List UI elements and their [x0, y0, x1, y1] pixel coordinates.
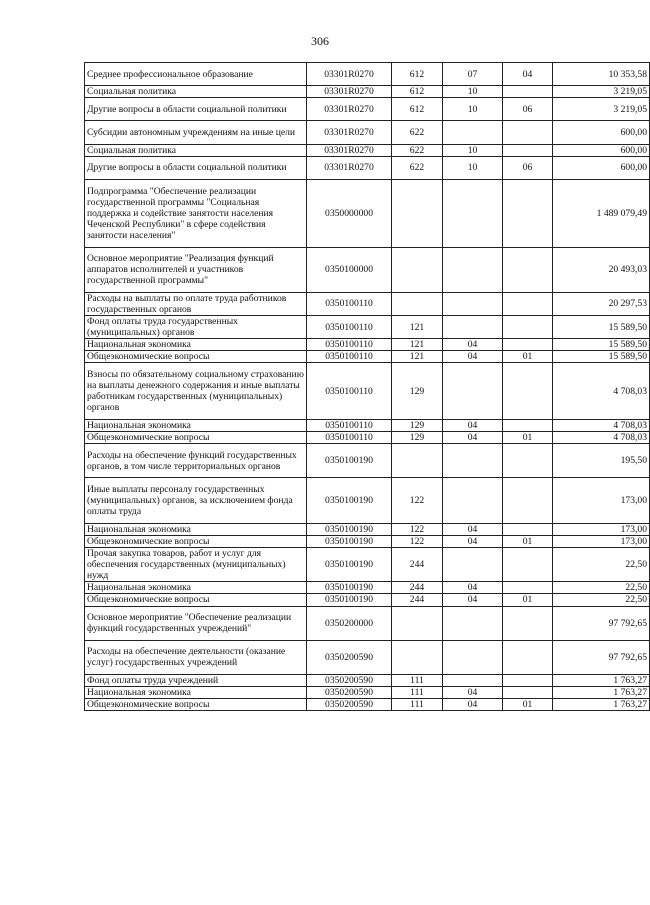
row-expense-type-cell: 111	[392, 699, 443, 711]
row-code-cell: 0350100190	[307, 594, 392, 606]
table-row	[85, 548, 650, 582]
row-name-cell: Среднее профессиональное образование	[85, 63, 307, 86]
table-row	[85, 339, 650, 351]
row-amount-cell: 173,00	[553, 523, 650, 535]
table-row	[85, 419, 650, 431]
row-expense-type-cell	[392, 444, 443, 478]
row-section-cell	[443, 292, 503, 315]
row-subsection-cell	[503, 687, 553, 699]
row-section-cell	[443, 675, 503, 687]
row-subsection-cell	[503, 247, 553, 292]
row-subsection-cell	[503, 523, 553, 535]
row-code-cell: 0350100110	[307, 432, 392, 444]
row-expense-type-cell: 244	[392, 594, 443, 606]
row-name-cell: Основное мероприятие "Реализация функций аппаратов исполнителей и участников государственной программы"	[85, 247, 307, 292]
row-section-cell: 04	[443, 582, 503, 594]
table-row	[85, 316, 650, 339]
row-expense-type-cell: 612	[392, 98, 443, 121]
row-subsection-cell	[503, 363, 553, 420]
row-name-cell: Общеэкономические вопросы	[85, 432, 307, 444]
row-section-cell: 04	[443, 523, 503, 535]
row-amount-cell: 4 708,03	[553, 363, 650, 420]
row-name-cell: Основное мероприятие "Обеспечение реализации функций государственных учреждений"	[85, 606, 307, 640]
row-amount-cell: 600,00	[553, 144, 650, 156]
row-code-cell: 0350000000	[307, 179, 392, 247]
row-expense-type-cell	[392, 640, 443, 674]
row-section-cell: 10	[443, 98, 503, 121]
table-row	[85, 179, 650, 247]
row-subsection-cell	[503, 86, 553, 98]
row-amount-cell: 22,50	[553, 594, 650, 606]
row-section-cell: 04	[443, 687, 503, 699]
row-expense-type-cell: 129	[392, 363, 443, 420]
row-code-cell: 0350100190	[307, 478, 392, 523]
row-expense-type-cell	[392, 292, 443, 315]
row-subsection-cell: 01	[503, 351, 553, 363]
row-section-cell: 10	[443, 86, 503, 98]
row-subsection-cell	[503, 292, 553, 315]
row-name-cell: Расходы на выплаты по оплате труда работников государственных органов	[85, 292, 307, 315]
row-name-cell: Подпрограмма "Обеспечение реализации государственной программы "Социальная поддержка и содействие занятости населения Чеченской Республики" в сфере содействия занятости населения"	[85, 179, 307, 247]
row-amount-cell: 173,00	[553, 535, 650, 547]
row-name-cell: Национальная экономика	[85, 523, 307, 535]
row-subsection-cell: 04	[503, 63, 553, 86]
row-subsection-cell: 06	[503, 98, 553, 121]
row-subsection-cell	[503, 419, 553, 431]
row-subsection-cell: 01	[503, 432, 553, 444]
budget-table	[84, 62, 650, 711]
row-name-cell: Общеэкономические вопросы	[85, 535, 307, 547]
row-code-cell: 0350100190	[307, 582, 392, 594]
row-code-cell: 0350200590	[307, 699, 392, 711]
row-amount-cell: 173,00	[553, 478, 650, 523]
row-code-cell: 03301R0270	[307, 86, 392, 98]
row-amount-cell: 15 589,50	[553, 339, 650, 351]
row-expense-type-cell: 244	[392, 548, 443, 582]
row-amount-cell: 4 708,03	[553, 419, 650, 431]
row-subsection-cell	[503, 444, 553, 478]
table-row	[85, 351, 650, 363]
row-amount-cell: 97 792,65	[553, 640, 650, 674]
row-amount-cell: 15 589,50	[553, 316, 650, 339]
row-name-cell: Другие вопросы в области социальной политики	[85, 156, 307, 179]
row-subsection-cell	[503, 606, 553, 640]
page-number: 306	[311, 34, 329, 48]
row-section-cell: 04	[443, 594, 503, 606]
row-name-cell: Национальная экономика	[85, 419, 307, 431]
row-subsection-cell	[503, 548, 553, 582]
row-expense-type-cell: 622	[392, 156, 443, 179]
row-amount-cell: 22,50	[553, 582, 650, 594]
row-expense-type-cell: 111	[392, 675, 443, 687]
table-row	[85, 63, 650, 86]
row-expense-type-cell: 244	[392, 582, 443, 594]
table-row	[85, 363, 650, 420]
row-name-cell: Субсидии автономным учреждениям на иные цели	[85, 121, 307, 144]
row-section-cell	[443, 121, 503, 144]
row-subsection-cell	[503, 478, 553, 523]
row-expense-type-cell: 129	[392, 419, 443, 431]
row-section-cell: 04	[443, 351, 503, 363]
table-row	[85, 156, 650, 179]
table-row	[85, 292, 650, 315]
row-name-cell: Иные выплаты персоналу государственных (муниципальных) органов, за исключением фонда оплаты труда	[85, 478, 307, 523]
row-code-cell: 0350100110	[307, 339, 392, 351]
row-code-cell: 03301R0270	[307, 121, 392, 144]
table-row	[85, 144, 650, 156]
row-expense-type-cell: 121	[392, 316, 443, 339]
row-code-cell: 0350100190	[307, 444, 392, 478]
row-code-cell: 0350100110	[307, 292, 392, 315]
row-section-cell	[443, 640, 503, 674]
row-name-cell: Социальная политика	[85, 144, 307, 156]
row-expense-type-cell: 122	[392, 478, 443, 523]
row-section-cell	[443, 316, 503, 339]
table-row	[85, 687, 650, 699]
row-amount-cell: 1 489 079,49	[553, 179, 650, 247]
table-row	[85, 98, 650, 121]
row-subsection-cell	[503, 179, 553, 247]
row-name-cell: Общеэкономические вопросы	[85, 699, 307, 711]
row-name-cell: Национальная экономика	[85, 582, 307, 594]
row-subsection-cell	[503, 582, 553, 594]
row-amount-cell: 22,50	[553, 548, 650, 582]
row-code-cell: 0350100190	[307, 523, 392, 535]
row-code-cell: 0350200000	[307, 606, 392, 640]
row-expense-type-cell: 121	[392, 339, 443, 351]
table-row	[85, 121, 650, 144]
row-name-cell: Фонд оплаты труда государственных (муниципальных) органов	[85, 316, 307, 339]
row-name-cell: Национальная экономика	[85, 687, 307, 699]
row-expense-type-cell: 111	[392, 687, 443, 699]
row-amount-cell: 1 763,27	[553, 675, 650, 687]
row-code-cell: 03301R0270	[307, 98, 392, 121]
row-subsection-cell: 01	[503, 535, 553, 547]
row-subsection-cell	[503, 144, 553, 156]
row-code-cell: 03301R0270	[307, 63, 392, 86]
row-amount-cell: 3 219,05	[553, 98, 650, 121]
row-subsection-cell	[503, 339, 553, 351]
row-name-cell: Прочая закупка товаров, работ и услуг для обеспечения государственных (муниципальных) нужд	[85, 548, 307, 582]
row-code-cell: 03301R0270	[307, 156, 392, 179]
row-subsection-cell	[503, 640, 553, 674]
row-amount-cell: 3 219,05	[553, 86, 650, 98]
row-name-cell: Общеэкономические вопросы	[85, 351, 307, 363]
row-section-cell: 04	[443, 339, 503, 351]
row-amount-cell: 97 792,65	[553, 606, 650, 640]
row-amount-cell: 1 763,27	[553, 687, 650, 699]
row-expense-type-cell: 122	[392, 523, 443, 535]
table-row	[85, 640, 650, 674]
row-section-cell	[443, 363, 503, 420]
row-section-cell	[443, 548, 503, 582]
row-subsection-cell: 06	[503, 156, 553, 179]
row-name-cell: Взносы по обязательному социальному страхованию на выплаты денежного содержания и иные выплаты работникам государственных (муниципальных) органов	[85, 363, 307, 420]
row-code-cell: 0350100000	[307, 247, 392, 292]
row-code-cell: 0350100190	[307, 535, 392, 547]
table-row	[85, 535, 650, 547]
table-row	[85, 606, 650, 640]
row-expense-type-cell: 622	[392, 121, 443, 144]
row-expense-type-cell: 121	[392, 351, 443, 363]
row-code-cell: 0350100110	[307, 351, 392, 363]
row-subsection-cell: 01	[503, 594, 553, 606]
row-name-cell: Расходы на обеспечение деятельности (оказание услуг) государственных учреждений	[85, 640, 307, 674]
row-expense-type-cell: 622	[392, 144, 443, 156]
row-amount-cell: 195,50	[553, 444, 650, 478]
row-name-cell: Расходы на обеспечение функций государственных органов, в том числе территориальных органов	[85, 444, 307, 478]
row-subsection-cell	[503, 121, 553, 144]
row-section-cell: 04	[443, 535, 503, 547]
row-amount-cell: 600,00	[553, 156, 650, 179]
table-row	[85, 594, 650, 606]
row-section-cell: 07	[443, 63, 503, 86]
row-amount-cell: 15 589,50	[553, 351, 650, 363]
table-row	[85, 444, 650, 478]
row-section-cell	[443, 179, 503, 247]
row-expense-type-cell	[392, 247, 443, 292]
row-amount-cell: 4 708,03	[553, 432, 650, 444]
row-expense-type-cell: 612	[392, 86, 443, 98]
row-subsection-cell	[503, 316, 553, 339]
table-row	[85, 699, 650, 711]
row-code-cell: 0350100110	[307, 363, 392, 420]
row-name-cell: Социальная политика	[85, 86, 307, 98]
budget-table-body	[85, 63, 650, 711]
table-row	[85, 86, 650, 98]
row-section-cell	[443, 606, 503, 640]
table-row	[85, 523, 650, 535]
row-name-cell: Национальная экономика	[85, 339, 307, 351]
row-section-cell	[443, 444, 503, 478]
row-amount-cell: 1 763,27	[553, 699, 650, 711]
row-code-cell: 0350100110	[307, 419, 392, 431]
row-code-cell: 03301R0270	[307, 144, 392, 156]
row-code-cell: 0350200590	[307, 687, 392, 699]
table-row	[85, 478, 650, 523]
row-section-cell: 04	[443, 699, 503, 711]
table-row	[85, 582, 650, 594]
row-amount-cell: 600,00	[553, 121, 650, 144]
row-expense-type-cell: 612	[392, 63, 443, 86]
row-code-cell: 0350100190	[307, 548, 392, 582]
row-expense-type-cell	[392, 179, 443, 247]
row-section-cell: 04	[443, 432, 503, 444]
table-row	[85, 432, 650, 444]
row-name-cell: Другие вопросы в области социальной политики	[85, 98, 307, 121]
row-expense-type-cell	[392, 606, 443, 640]
row-subsection-cell	[503, 675, 553, 687]
row-code-cell: 0350200590	[307, 640, 392, 674]
row-section-cell: 04	[443, 419, 503, 431]
table-row	[85, 247, 650, 292]
row-section-cell: 10	[443, 144, 503, 156]
row-section-cell: 10	[443, 156, 503, 179]
table-row	[85, 675, 650, 687]
row-amount-cell: 20 297,53	[553, 292, 650, 315]
row-code-cell: 0350100110	[307, 316, 392, 339]
row-subsection-cell: 01	[503, 699, 553, 711]
row-section-cell	[443, 247, 503, 292]
row-code-cell: 0350200590	[307, 675, 392, 687]
row-amount-cell: 10 353,58	[553, 63, 650, 86]
row-amount-cell: 20 493,03	[553, 247, 650, 292]
row-expense-type-cell: 129	[392, 432, 443, 444]
row-name-cell: Фонд оплаты труда учреждений	[85, 675, 307, 687]
row-expense-type-cell: 122	[392, 535, 443, 547]
row-name-cell: Общеэкономические вопросы	[85, 594, 307, 606]
row-section-cell	[443, 478, 503, 523]
